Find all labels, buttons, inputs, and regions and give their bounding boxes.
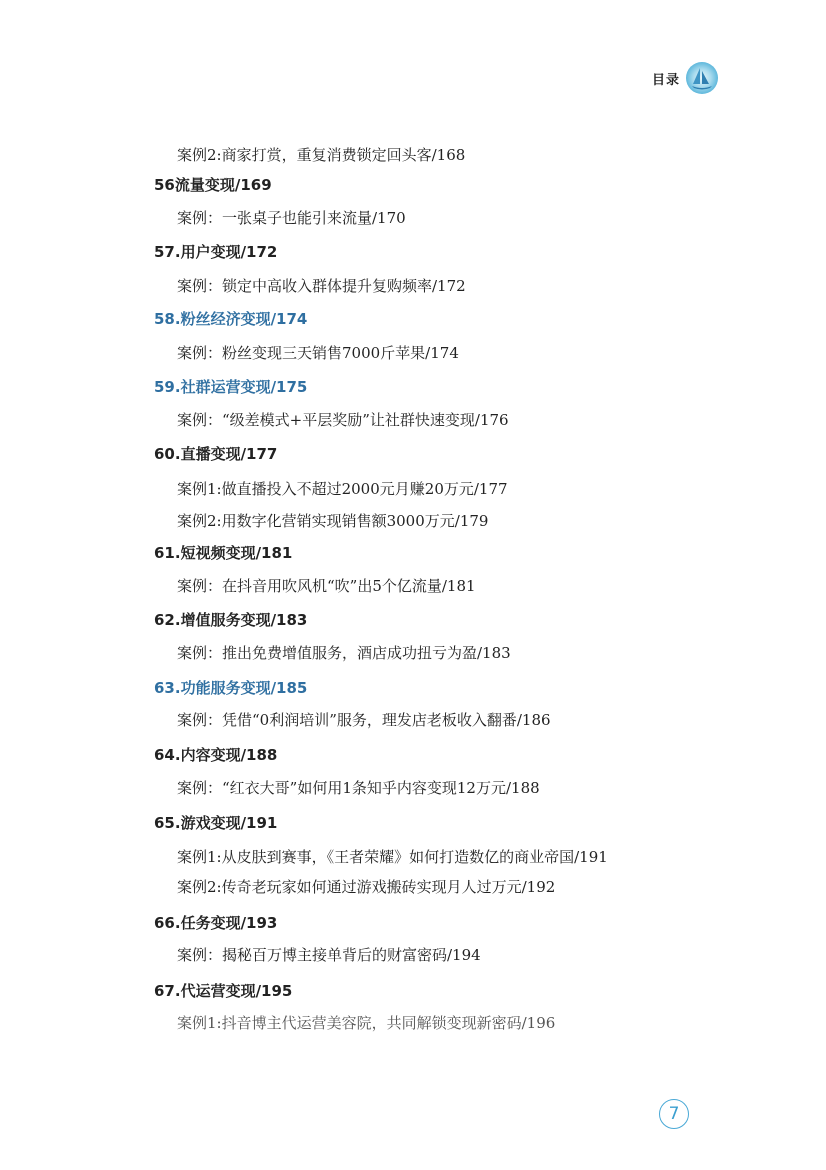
toc-case-item: 案例：凭借“0利润培训”服务，理发店老板收入翻番/186 <box>177 711 551 729</box>
toc-case-item: 案例：在抖音用吹风机“吹”出5个亿流量/181 <box>177 577 476 595</box>
toc-heading: 67.代运营变现/195 <box>154 982 293 1000</box>
header-label: 目录 <box>652 72 681 88</box>
toc-case-item: 案例：揭秘百万博主接单背后的财富密码/194 <box>177 946 481 964</box>
toc-heading: 56流量变现/169 <box>154 176 272 194</box>
toc-heading: 58.粉丝经济变现/174 <box>154 310 308 328</box>
toc-heading: 57.用户变现/172 <box>154 243 278 261</box>
toc-case-item: 案例：“级差模式+平层奖励”让社群快速变现/176 <box>177 411 509 429</box>
toc-heading: 66.任务变现/193 <box>154 914 278 932</box>
toc-case-item: 案例：锁定中高收入群体提升复购频率/172 <box>177 277 466 295</box>
toc-case-item: 案例2:用数字化营销实现销售额3000万元/179 <box>177 512 489 530</box>
toc-case-item: 案例2:传奇老玩家如何通过游戏搬砖实现月人过万元/192 <box>177 878 556 896</box>
page-header <box>652 60 720 96</box>
toc-case-item: 案例：“红衣大哥”如何用1条知乎内容变现12万元/188 <box>177 779 540 797</box>
toc-case-item: 案例1:从皮肤到赛事，《王者荣耀》如何打造数亿的商业帝国/191 <box>177 848 608 866</box>
toc-case-item: 案例2:商家打赏，重复消费锁定回头客/168 <box>177 146 466 164</box>
page-number-value: 7 <box>668 1104 680 1124</box>
toc-heading: 63.功能服务变现/185 <box>154 679 308 697</box>
toc-case-item: 案例1:做直播投入不超过2000元月赚20万元/177 <box>177 480 508 498</box>
toc-case-item: 案例：推出免费增值服务，酒店成功扭亏为盈/183 <box>177 644 511 662</box>
toc-heading: 64.内容变现/188 <box>154 746 278 764</box>
toc-case-item: 案例：一张桌子也能引来流量/170 <box>177 209 406 227</box>
toc-heading: 65.游戏变现/191 <box>154 814 278 832</box>
toc-case-item: 案例1:抖音博主代运营美容院，共同解锁变现新密码/196 <box>177 1014 556 1032</box>
toc-heading: 61.短视频变现/181 <box>154 544 293 562</box>
sailboat-emblem-icon <box>684 60 720 96</box>
page-number <box>659 1099 689 1129</box>
toc-heading: 62.增值服务变现/183 <box>154 611 308 629</box>
toc-case-item: 案例：粉丝变现三天销售7000斤苹果/174 <box>177 344 459 362</box>
toc-heading: 60.直播变现/177 <box>154 445 278 463</box>
toc-heading: 59.社群运营变现/175 <box>154 378 308 396</box>
